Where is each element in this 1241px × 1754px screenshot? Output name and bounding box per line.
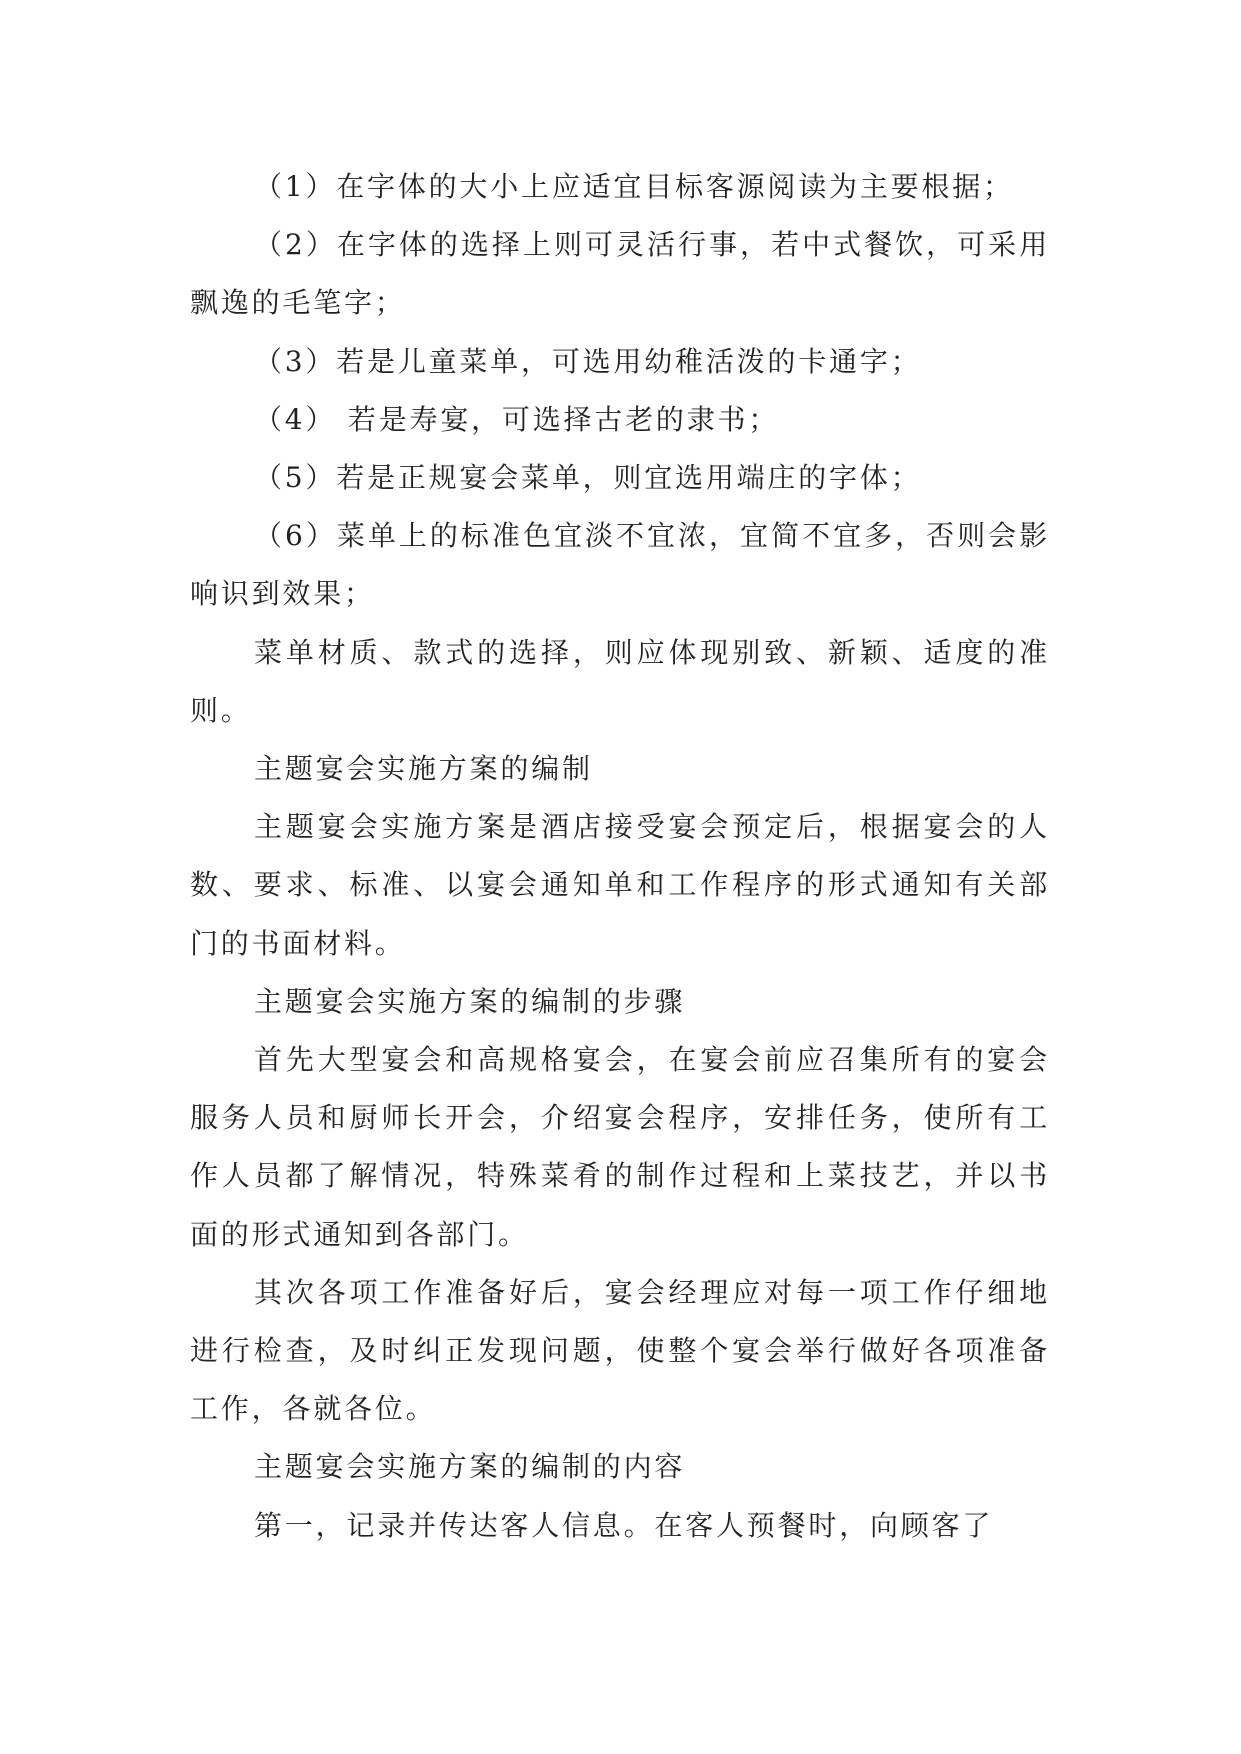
list-item-font-choice: （2）在字体的选择上则可灵活行事，若中式餐饮，可采用飘逸的毛笔字； xyxy=(190,228,1050,320)
list-item-birthday-banquet: （4） 若是寿宴，可选择古老的隶书； xyxy=(254,402,780,436)
section-heading-content: 主题宴会实施方案的编制的内容 xyxy=(254,1450,686,1484)
section-heading-plan: 主题宴会实施方案的编制 xyxy=(254,752,593,786)
paragraph-menu-material: 菜单材质、款式的选择，则应体现别致、新颖、适度的准则。 xyxy=(190,635,1050,727)
paragraph-content-first: 第一，记录并传达客人信息。在客人预餐时，向顾客了 xyxy=(254,1508,994,1542)
section-heading-steps: 主题宴会实施方案的编制的步骤 xyxy=(254,984,686,1018)
list-item-standard-color: （6）菜单上的标准色宜淡不宜浓，宜简不宜多，否则会影响识到效果； xyxy=(190,519,1050,611)
paragraph-step-first: 首先大型宴会和高规格宴会，在宴会前应召集所有的宴会服务人员和厨师长开会，介绍宴会程序，安排任务，使所有工作人员都了解情况，特殊菜肴的制作过程和上菜技艺，并以书面的形式通知到各部门。 xyxy=(190,1043,1050,1251)
paragraph-step-second: 其次各项工作准备好后，宴会经理应对每一项工作仔细地进行检查，及时纠正发现问题，使整个宴会举行做好各项准备工作，各就各位。 xyxy=(190,1275,1050,1426)
list-item-formal-banquet: （5）若是正规宴会菜单，则宜选用端庄的字体； xyxy=(254,461,922,495)
paragraph-plan-definition: 主题宴会实施方案是酒店接受宴会预定后，根据宴会的人数、要求、标准、以宴会通知单和工作程序的形式通知有关部门的书面材料。 xyxy=(190,810,1050,960)
list-item-children-menu: （3）若是儿童菜单，可选用幼稚活泼的卡通字； xyxy=(254,344,922,378)
document-body xyxy=(190,158,1050,1555)
list-item-font-size: （1）在字体的大小上应适宜目标客源阅读为主要根据； xyxy=(254,170,1014,203)
